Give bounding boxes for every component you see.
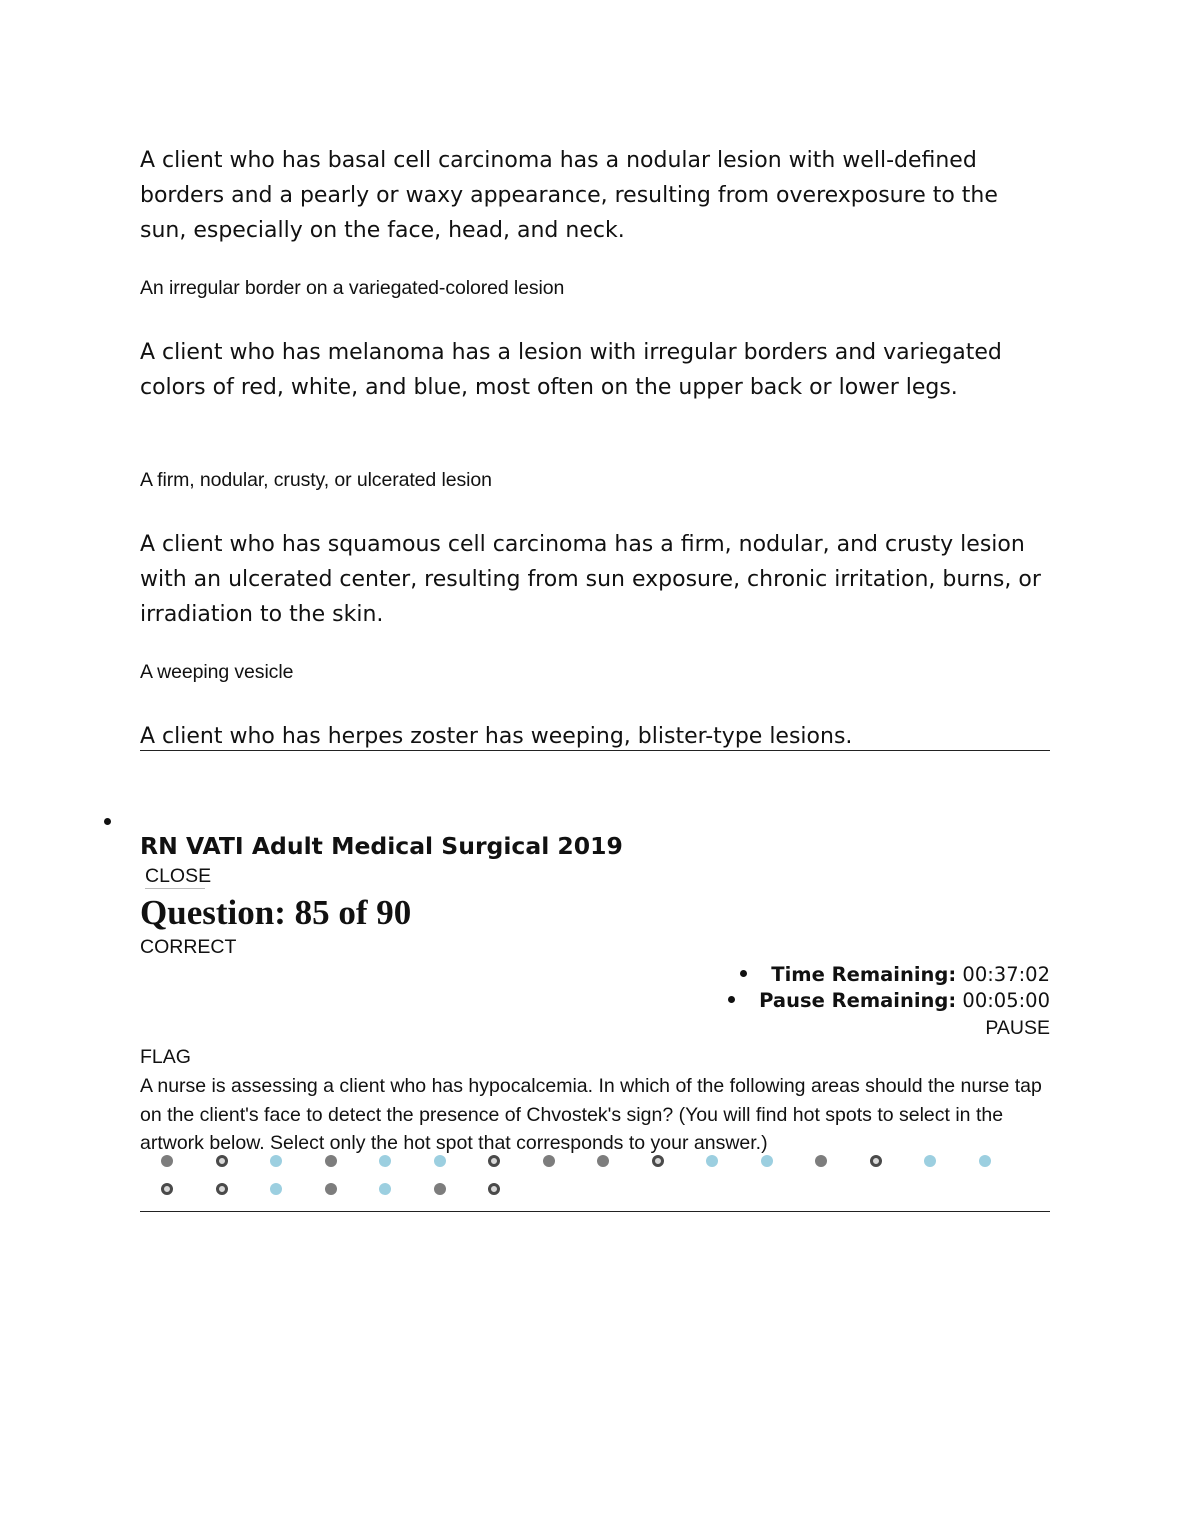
pause-remaining-value: 00:05:00	[962, 989, 1050, 1012]
hotspot-blue-icon[interactable]	[761, 1155, 773, 1167]
time-remaining-value: 00:37:02	[962, 963, 1050, 986]
rationale-melanoma: A client who has melanoma has a lesion with irregular borders and variegated colors of red, white, and blue, most often on the upper back or lower legs.	[140, 340, 1002, 400]
hotspot-area	[140, 1150, 1050, 1200]
hotspot-blue-icon[interactable]	[379, 1155, 391, 1167]
answer-option-weeping-vesicle: A weeping vesicle	[140, 661, 294, 683]
close-underline	[145, 888, 205, 889]
list-bullet	[104, 818, 111, 825]
time-remaining-label: Time Remaining:	[771, 963, 957, 986]
question-counter: Question: 85 of 90	[140, 893, 412, 932]
hotspot-ring-icon[interactable]	[870, 1155, 882, 1167]
hotspot-blue-icon[interactable]	[979, 1155, 991, 1167]
hotspot-gray-icon[interactable]	[325, 1155, 337, 1167]
bullet-icon	[740, 970, 747, 977]
hotspot-gray-icon[interactable]	[161, 1155, 173, 1167]
hotspot-ring-icon[interactable]	[488, 1183, 500, 1195]
section-divider	[140, 750, 1050, 751]
hotspot-ring-icon[interactable]	[216, 1183, 228, 1195]
hotspot-ring-icon[interactable]	[652, 1155, 664, 1167]
answer-option-irregular-border: An irregular border on a variegated-colored lesion	[140, 277, 565, 299]
hotspot-gray-icon[interactable]	[325, 1183, 337, 1195]
question-text: A nurse is assessing a client who has hypocalcemia. In which of the following areas should the nurse tap on the client's face to detect the presence of Chvostek's sign? (You will find hot spots to select in the artwork below. Select only the hot spot that corresponds to your answer.)	[140, 1075, 1042, 1154]
hotspot-blue-icon[interactable]	[270, 1155, 282, 1167]
rationale-herpes-zoster: A client who has herpes zoster has weeping, blister-type lesions.	[140, 724, 853, 749]
hotspot-ring-icon[interactable]	[161, 1183, 173, 1195]
flag-button[interactable]: FLAG	[140, 1046, 191, 1068]
hotspot-ring-icon[interactable]	[488, 1155, 500, 1167]
hotspot-gray-icon[interactable]	[543, 1155, 555, 1167]
hotspot-blue-icon[interactable]	[924, 1155, 936, 1167]
hotspot-ring-icon[interactable]	[216, 1155, 228, 1167]
section-divider	[140, 1211, 1050, 1212]
rationale-basal-cell: A client who has basal cell carcinoma has a nodular lesion with well-defined borders and a pearly or waxy appearance, resulting from overexposure to the sun, especially on the face, head, and neck.	[140, 148, 998, 243]
pause-remaining-label: Pause Remaining:	[759, 989, 957, 1012]
hotspot-blue-icon[interactable]	[706, 1155, 718, 1167]
course-title: RN VATI Adult Medical Surgical 2019	[140, 832, 623, 860]
hotspot-blue-icon[interactable]	[270, 1183, 282, 1195]
answer-status: CORRECT	[140, 936, 237, 958]
rationale-squamous-cell: A client who has squamous cell carcinoma has a firm, nodular, and crusty lesion with an ulcerated center, resulting from sun exposure, chronic irritation, burns, or irradiation to the skin.	[140, 532, 1041, 627]
hotspot-blue-icon[interactable]	[379, 1183, 391, 1195]
time-remaining	[728, 962, 1050, 988]
hotspot-gray-icon[interactable]	[815, 1155, 827, 1167]
timer-list	[728, 962, 1050, 1014]
close-button[interactable]: CLOSE	[145, 865, 212, 887]
hotspot-gray-icon[interactable]	[434, 1183, 446, 1195]
pause-button[interactable]: PAUSE	[985, 1017, 1050, 1039]
hotspot-blue-icon[interactable]	[434, 1155, 446, 1167]
hotspot-gray-icon[interactable]	[597, 1155, 609, 1167]
answer-option-firm-nodular: A firm, nodular, crusty, or ulcerated lesion	[140, 469, 492, 491]
bullet-icon	[728, 996, 735, 1003]
pause-remaining	[728, 988, 1050, 1014]
